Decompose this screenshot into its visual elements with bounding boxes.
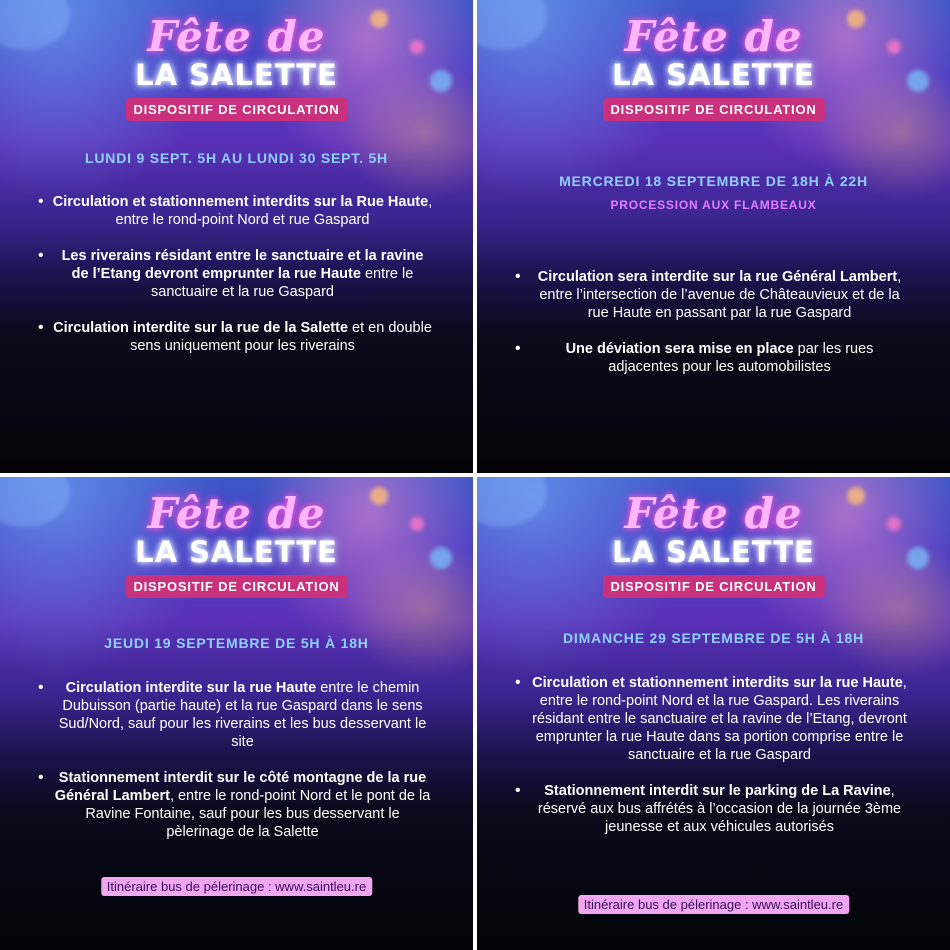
list-item: • Stationnement interdit sur le côté montagne de la rue Général Lambert, entre le rond-point Nord et le pont de la Ravine Fontaine, sauf pour les bus desservant le pèlerinage de la Salette xyxy=(52,769,433,841)
title-main: LA SALETTE xyxy=(612,58,815,92)
title-script: Fête de xyxy=(624,12,803,61)
dispositif-badge: DISPOSITIF DE CIRCULATION xyxy=(125,98,347,121)
bullet-list xyxy=(52,193,433,373)
title-script: Fête de xyxy=(147,489,326,538)
panel-mercredi xyxy=(477,0,950,473)
list-item: • Circulation sera interdite sur la rue Général Lambert, entre l’intersection de l’avenue de Châteauvieux et de la rue Haute en passant par la rue Gaspard xyxy=(529,268,910,322)
dispositif-badge: DISPOSITIF DE CIRCULATION xyxy=(602,98,824,121)
list-item: • Stationnement interdit sur le parking de La Ravine, réservé aux bus affrétés à l’occasion de la journée 3ème jeunesse et aux véhicules autorisés xyxy=(529,782,910,836)
panel-date: MERCREDI 18 SEPTEMBRE DE 18H À 22H xyxy=(559,173,868,189)
bus-itinerary-link[interactable]: Itinéraire bus de pélerinage : www.saintleu.re xyxy=(578,895,849,914)
bullet-list xyxy=(529,674,910,854)
panel-date: LUNDI 9 SEPT. 5H AU LUNDI 30 SEPT. 5H xyxy=(85,150,388,166)
panel-jeudi xyxy=(0,477,473,950)
panel-lundi xyxy=(0,0,473,473)
bullet-list xyxy=(529,268,910,394)
panel-dimanche xyxy=(477,477,950,950)
dispositif-badge: DISPOSITIF DE CIRCULATION xyxy=(125,575,347,598)
bus-itinerary-link[interactable]: Itinéraire bus de pélerinage : www.saintleu.re xyxy=(101,877,372,896)
bullet-list xyxy=(52,679,433,859)
panel-date: DIMANCHE 29 SEPTEMBRE DE 5H À 18H xyxy=(562,630,864,646)
panel-subtitle: PROCESSION AUX FLAMBEAUX xyxy=(610,198,817,212)
list-item: • Les riverains résidant entre le sanctuaire et la ravine de l’Etang devront emprunter la rue Haute entre le sanctuaire et la rue Gaspard xyxy=(52,247,433,301)
title-main: LA SALETTE xyxy=(135,58,338,92)
title-script: Fête de xyxy=(147,12,326,61)
list-item: • Circulation et stationnement interdits sur la rue Haute, entre le rond-point Nord et la rue Gaspard. Les riverains résidant entre le sanctuaire et la ravine de l’Etang, devront emprunter la rue Haute dans sa portion comprise entre le sanctuaire et la rue Gaspard xyxy=(529,674,910,764)
list-item: • Circulation interdite sur la rue Haute entre le chemin Dubuisson (partie haute) et la rue Gaspard dans le sens Sud/Nord, sauf pour les riverains et les bus desservant le site xyxy=(52,679,433,751)
title-main: LA SALETTE xyxy=(612,535,815,569)
title-script: Fête de xyxy=(624,489,803,538)
list-item: • Une déviation sera mise en place par les rues adjacentes pour les automobilistes xyxy=(529,340,910,376)
dispositif-badge: DISPOSITIF DE CIRCULATION xyxy=(602,575,824,598)
list-item: • Circulation et stationnement interdits sur la Rue Haute, entre le rond-point Nord et rue Gaspard xyxy=(52,193,433,229)
title-main: LA SALETTE xyxy=(135,535,338,569)
list-item: • Circulation interdite sur la rue de la Salette et en double sens uniquement pour les riverains xyxy=(52,319,433,355)
panel-date: JEUDI 19 SEPTEMBRE DE 5H À 18H xyxy=(104,635,369,651)
